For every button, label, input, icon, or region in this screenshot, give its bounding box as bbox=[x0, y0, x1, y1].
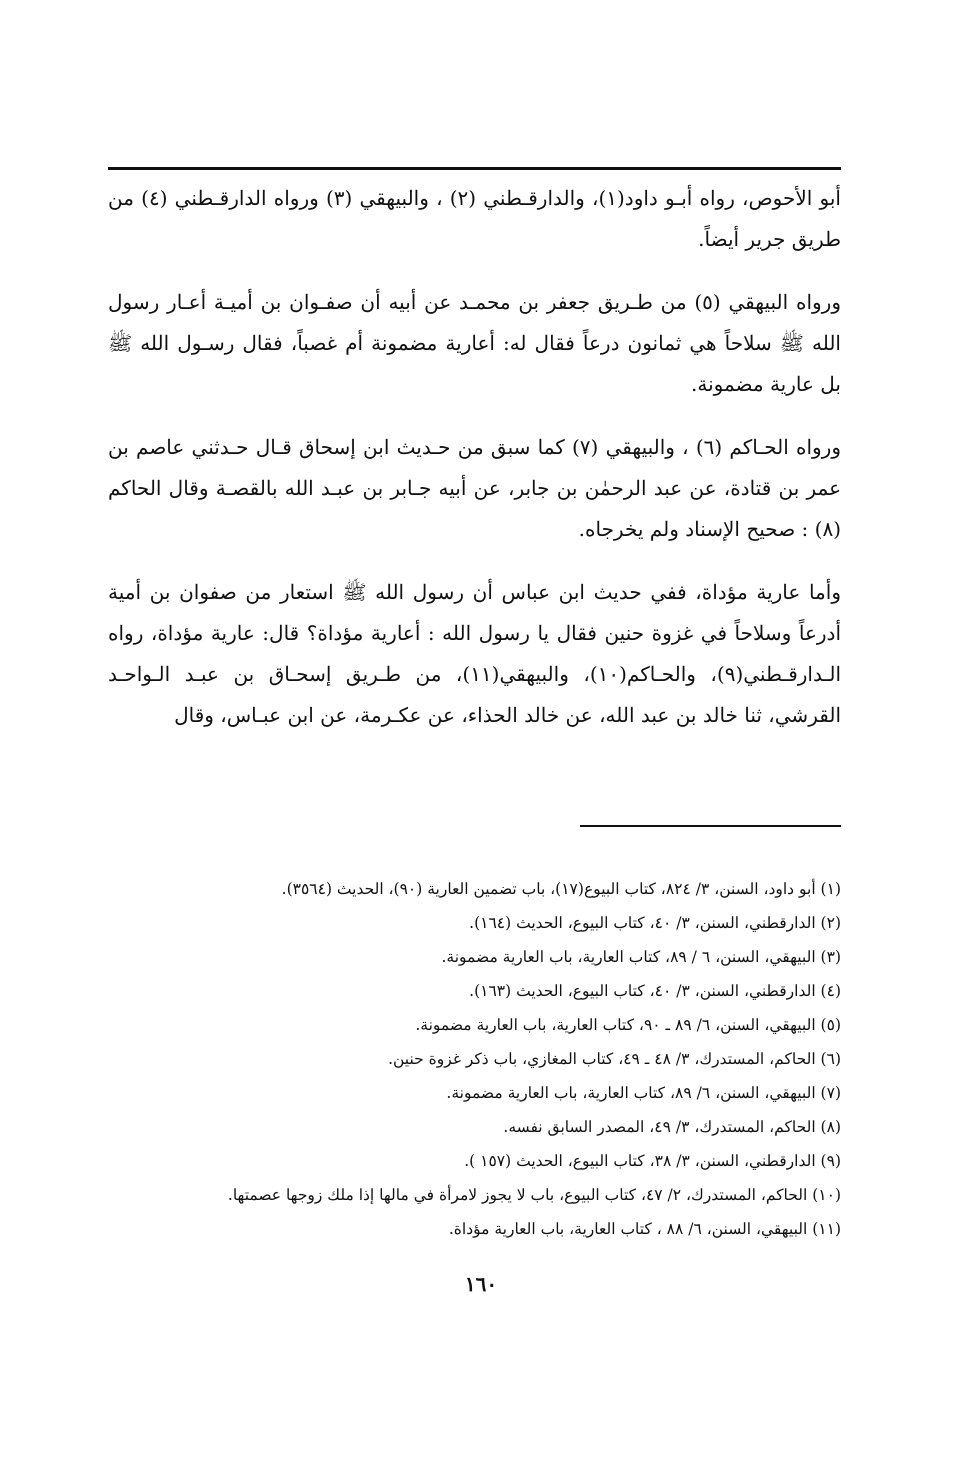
main-text bbox=[108, 178, 841, 758]
paragraph: أبو الأحوص، رواه أبـو داود(١)، والدارقـطني (٢) ، والبيهقي (٣) ورواه الدارقـطني (٤) من طريق جرير أيضاً. bbox=[108, 186, 841, 251]
footnote: (٦) الحاكم، المستدرك، ٣/ ٤٨ ـ ٤٩، كتاب المغازي، باب ذكر غزوة حنين. bbox=[388, 1050, 841, 1068]
footnote: (٩) الدارقطني، السنن، ٣/ ٣٨، كتاب البيوع، الحديث (١٥٧ ). bbox=[464, 1152, 841, 1170]
paragraph: ورواه البيهقي (٥) من طـريق جعفر بن محمـد عن أبيه أن صفـوان بن أميـة أعـار رسول الله ﷺ سلاحاً هي ثمانون درعاً فقال له: أعارية مضمونة أم غصباً، فقال رسـول الله ﷺ بل عارية مضمونة. bbox=[108, 290, 841, 396]
paragraph: ورواه الحـاكم (٦) ، والبيهقي (٧) كما سبق من حـديث ابن إسحاق قـال حـدثني عاصم بن عمر بن قتادة، عن عبد الرحمٰن بن جابر، عن أبيه جـابر بن عبـد الله بالقصـة وقال الحاكم (٨) : صحيح الإسناد ولم يخرجاه. bbox=[108, 435, 841, 541]
footnote: (٤) الدارقطني، السنن، ٣/ ٤٠، كتاب البيوع، الحديث (١٦٣). bbox=[469, 982, 841, 1000]
footnote: (٥) البيهقي، السنن، ٦/ ٨٩ ـ ٩٠، كتاب العارية، باب العارية مضمونة. bbox=[415, 1016, 841, 1034]
footnote-divider bbox=[580, 825, 841, 827]
footnote: (١) أبو داود، السنن، ٣/ ٨٢٤، كتاب البيوع(١٧)، باب تضمين العارية (٩٠)، الحديث (٣٥٦٤). bbox=[281, 880, 841, 898]
paragraph: وأما عارية مؤداة، ففي حديث ابن عباس أن رسول الله ﷺ استعار من صفوان بن أمية أدرعاً وسلاحاً في غزوة حنين فقال يا رسول الله : أعارية مؤداة؟ قال: عارية مؤداة، رواه الـدارقـطني(٩)، والحـاكم(١٠)، والبيهقي(١١)، من طـريق إسحـاق بن عبـد الـواحـد القرشي، ثنا خالد بن عبد الله، عن خالد الحذاء، عن عكـرمة، عن ابن عبـاس، وقال bbox=[108, 580, 841, 727]
page-number: ١٦٠ bbox=[464, 1272, 498, 1296]
footnote: (٨) الحاكم، المستدرك، ٣/ ٤٩، المصدر السابق نفسه. bbox=[503, 1118, 841, 1136]
footnote: (٢) الدارقطني، السنن، ٣/ ٤٠، كتاب البيوع، الحديث (١٦٤). bbox=[469, 914, 841, 932]
footnote: (٣) البيهقي، السنن، ٦ / ٨٩، كتاب العارية، باب العارية مضمونة. bbox=[441, 948, 841, 966]
top-divider bbox=[108, 167, 841, 170]
footnote: (١٠) الحاكم، المستدرك، ٢/ ٤٧، كتاب البيوع، باب لا يجوز لامرأة في مالها إذا ملك زوجها عصمتها. bbox=[227, 1186, 841, 1204]
footnote: (١١) البيهقي، السنن، ٦/ ٨٨ ، كتاب العارية، باب العارية مؤداة. bbox=[448, 1220, 841, 1238]
footnote: (٧) البيهقي، السنن، ٦/ ٨٩، كتاب العارية، باب العارية مضمونة. bbox=[446, 1084, 841, 1102]
footnotes bbox=[108, 872, 841, 1246]
